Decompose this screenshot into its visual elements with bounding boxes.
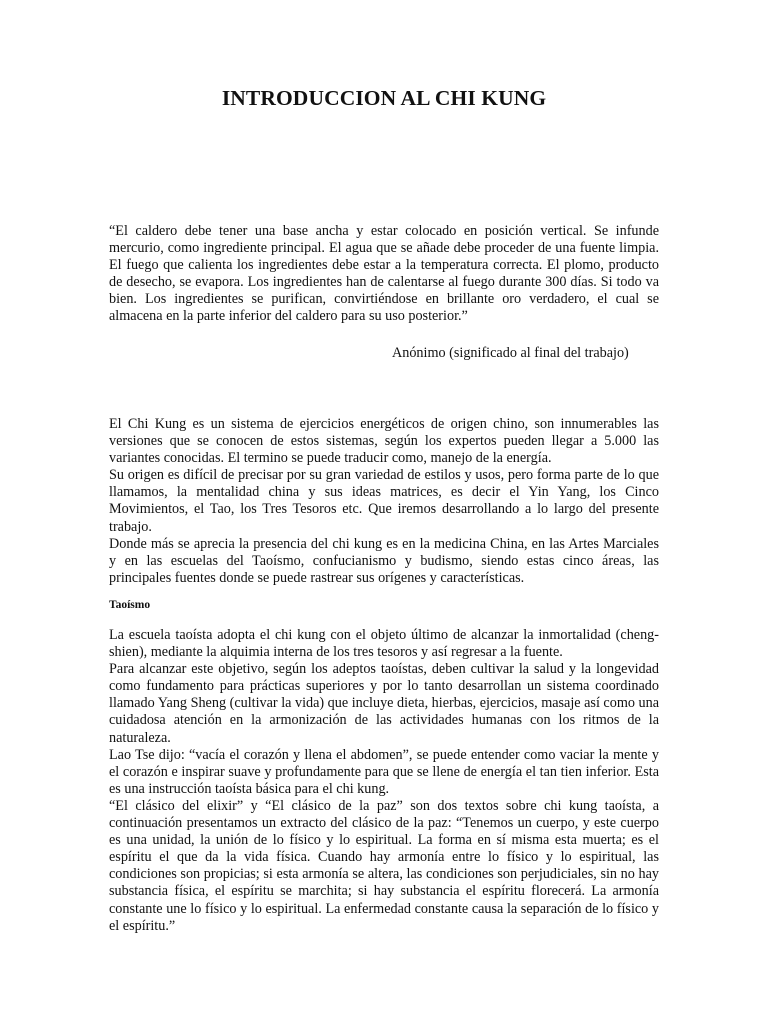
epigraph-attribution: Anónimo (significado al final del trabajo) xyxy=(392,345,629,361)
paragraph: Donde más se aprecia la presencia del chi kung es en la medicina China, en las Artes Marciales y en las escuelas del Taoísmo, confucianismo y budismo, siendo estas cinco áreas, las principales fuentes donde se puede rastrear sus orígenes y características. xyxy=(109,535,659,586)
paragraph: “El clásico del elixir” y “El clásico de la paz” son dos textos sobre chi kung taoísta, a continuación presentamos un extracto del clásico de la paz: “Tenemos un cuerpo, y este cuerpo es una unidad, la unión de lo físico y lo espiritual. La forma en sí misma esta muerta; es el espíritu el que da la vida física. Cuando hay armonía entre lo físico y lo espiritual, las condiciones son propicias; si esta armonía se altera, las condiciones son perjudiciales, sin no hay substancia física, el espíritu se marchita; si hay substancia el espíritu florecerá. La armonía constante une lo físico y lo espiritual. La enfermedad constante causa la separación de lo físico y el espíritu.” xyxy=(109,797,659,934)
paragraph: Su origen es difícil de precisar por su gran variedad de estilos y usos, pero forma parte de lo que llamamos, la mentalidad china y sus ideas matrices, es decir el Yin Yang, los Cinco Movimientos, el Tao, los Tres Tesoros etc. Que iremos desarrollando a lo largo del presente trabajo. xyxy=(109,467,659,535)
section-heading-taoismo: Taoísmo xyxy=(109,599,151,611)
paragraph: La escuela taoísta adopta el chi kung con el objeto último de alcanzar la inmortalidad (cheng-shien), mediante la alquimia interna de los tres tesoros y así regresar a la fuente. xyxy=(109,627,659,661)
paragraph: El Chi Kung es un sistema de ejercicios energéticos de origen chino, son innumerables las versiones que se conocen de estos sistemas, según los expertos pueden llegar a 5.000 las variantes conocidas. El termino se puede traducir como, manejo de la energía. xyxy=(109,416,659,467)
epigraph-quote xyxy=(109,223,659,326)
paragraph: Lao Tse dijo: “vacía el corazón y llena el abdomen”, se puede entender como vaciar la mente y el corazón e inspirar suave y profundamente para que se llene de energía el tan tien inferior. Esta es una instrucción taoísta básica para el chi kung. xyxy=(109,746,659,797)
taoism-section xyxy=(109,627,659,935)
epigraph-text: “El caldero debe tener una base ancha y estar colocado en posición vertical. Se infunde mercurio, como ingrediente principal. El agua que se añade debe proceder de una fuente limpia. El fuego que calienta los ingredientes debe estar a la temperatura correcta. El plomo, producto de desecho, se evapora. Los ingredientes han de calentarse al fuego durante 300 días. Si todo va bien. Los ingredientes se purifican, convirtiéndose en brillante oro verdadero, el cual se almacena en la parte inferior del caldero para su uso posterior.” xyxy=(109,223,659,325)
intro-section xyxy=(109,416,659,587)
paragraph: Para alcanzar este objetivo, según los adeptos taoístas, deben cultivar la salud y la longevidad como fundamento para prácticas superiores y por lo tanto desarrollan un sistema coordinado llamado Yang Sheng (cultivar la vida) que incluye dieta, hierbas, ejercicios, masaje así como una cuidadosa atención en la armonización de las actividades humanas con los ritmos de la naturaleza. xyxy=(109,661,659,746)
document-title: INTRODUCCION AL CHI KUNG xyxy=(221,86,547,110)
